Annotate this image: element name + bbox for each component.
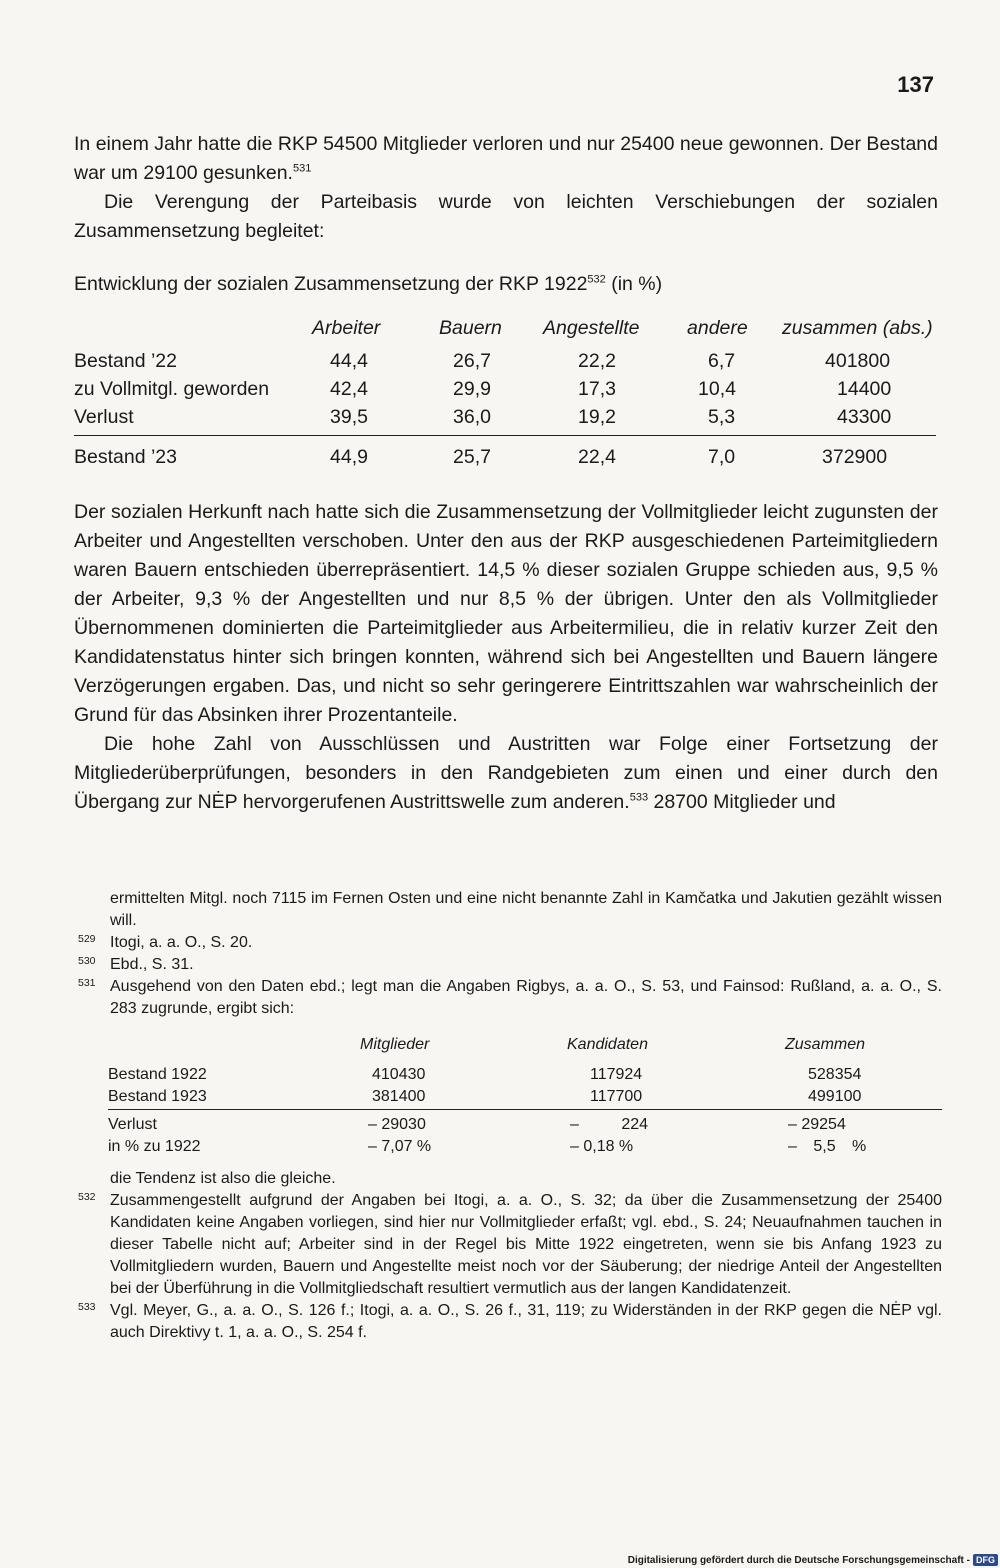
footnote-text: Ausgehend von den Daten ebd.; legt man die Angaben Rigbys, a. a. O., S. 53, und Fainsod: Rußland, a. a. O., S. 283 zugrunde, ergibt sich: (110, 978, 942, 1017)
row-label: in % zu 1922 (108, 1138, 201, 1155)
analysis-paragraph-1: Der sozialen Herkunft nach hatte sich die Zusammensetzung der Vollmitglieder leicht zugunsten der Arbeiter und Angestellten verschoben. Unter den aus der RKP ausgeschiedenen Parteimitgliedern waren Bauern entschieden überrepräsentiert. 14,5 % dieser sozialen Gruppe schieden aus, 9,5 % der Arbeiter, 9,3 % der Angestellten und nur 8,5 % der übrigen. Unter den als Vollmitglieder Übernommenen dominierten die Parteimitglieder aus Arbeitermilieu, die in relativ kurzer Zeit den Kandidatenstatus hinter sich bringen konnten, während sich bei Angestellten und Bauern längere Verzögerungen ergaben. Das, und nicht so sehr geringerere Eintrittszahlen war wahrscheinlich der Grund für das Absinken ihrer Prozentanteile. (74, 501, 938, 726)
cell-value: 17,3 (578, 378, 616, 400)
analysis-paragraph-2 (74, 730, 938, 817)
row-label: Bestand 1923 (108, 1088, 207, 1105)
row-label: Bestand ’22 (74, 350, 177, 372)
table-rule (108, 1109, 942, 1110)
table-title-text: Entwicklung der sozialen Zusammensetzung der RKP 1922 (74, 273, 588, 295)
col-header-arbeiter: Arbeiter (312, 317, 381, 339)
footnote-number: 533 (78, 1301, 96, 1313)
footnote-532 (78, 1190, 942, 1300)
row-label: Verlust (74, 406, 134, 428)
cell-value: 401800 (825, 350, 891, 372)
cell-value: 528354 (808, 1066, 862, 1083)
page-number: 137 (897, 72, 934, 97)
cell-value: 44,9 (330, 446, 368, 468)
col-header-angestellte: Angestellte (543, 317, 640, 339)
footnote-number: 532 (78, 1191, 96, 1203)
footnote-text: Vgl. Meyer, G., a. a. O., S. 126 f.; Itogi, a. a. O., S. 26 f., 31, 119; zu Widerständen in der RKP gegen die NĖP vgl. auch Direktivy t. 1, a. a. O., S. 254 f. (110, 1302, 942, 1341)
analysis-section (74, 498, 938, 817)
row-label: zu Vollmitgl. geworden (74, 378, 270, 400)
cell-value: 117924 (590, 1066, 643, 1083)
cell-value: 19,2 (578, 406, 616, 428)
cell-value: – 224 (570, 1116, 649, 1133)
cell-value: 381400 (372, 1088, 426, 1105)
row-label: Bestand 1922 (108, 1066, 207, 1083)
cell-value: 372900 (822, 446, 888, 468)
footnote-ref-531[interactable]: 531 (292, 162, 312, 175)
table-title-unit: (in %) (605, 273, 663, 295)
cell-value: – 7,07 % (368, 1138, 432, 1155)
table-rule (74, 435, 936, 436)
row-label: Verlust (108, 1116, 157, 1133)
intro-text: In einem Jahr hatte die RKP 54500 Mitglieder verloren und nur 25400 neue gewonnen. Der Bestand war um 29100 gesunken. (74, 133, 938, 184)
footnote-text: Zusammengestellt aufgrund der Angaben bei Itogi, a. a. O., S. 32; da über die Zusammensetzung der 25400 Kandidaten keine Angaben vorliegen, sind hier nur Vollmitglieder erfaßt; vgl. ebd., S. 24; Neuaufnahmen tauchen in dieser Tabelle nicht auf; Arbeiter sind in der Regel bis Mitte 1922 eingetreten, wenn sie bis Anfang 1923 zu Vollmitgliedern wurden, Bauern und Angestellte meist noch vor der Säuberung; der niedrige Anteil der Angestellten bei der Überführung in die Vollmitgliedschaft resultiert vermutlich aus der langen Kandidatenzeit. (110, 1192, 942, 1297)
footnote-text: Ebd., S. 31. (110, 956, 194, 973)
footnote-continuation: ermittelten Mitgl. noch 7115 im Fernen Osten und eine nicht benannte Zahl in Kamčatka und Jakutien gezählt wissen will. (110, 890, 942, 929)
table-title (74, 273, 662, 296)
digitization-footer (628, 1554, 998, 1566)
cell-value: – 5,5 % (788, 1138, 867, 1155)
cell-value: 26,7 (453, 350, 491, 372)
col-header-zusammen: Zusammen (785, 1036, 866, 1053)
cell-value: 6,7 (708, 350, 736, 372)
cell-value: 117700 (590, 1088, 643, 1105)
col-header-zusammen: zusammen (abs.) (782, 317, 933, 339)
cell-value: 43300 (837, 406, 892, 428)
intro-paragraph-1 (74, 130, 938, 188)
intro-section (74, 130, 938, 246)
footnote-529 (78, 932, 942, 954)
footnote-number: 530 (78, 955, 96, 967)
footnote-531-tail: die Tendenz ist also die gleiche. (110, 1170, 336, 1187)
cell-value: 29,9 (453, 378, 491, 400)
row-label: Bestand ’23 (74, 446, 177, 468)
footnote-533 (78, 1300, 942, 1344)
footnotes-bottom (78, 1168, 942, 1344)
cell-value: 25,7 (453, 446, 491, 468)
cell-value: 7,0 (708, 446, 736, 468)
footnote-ref-533[interactable]: 533 (629, 791, 649, 804)
cell-value: – 29254 (788, 1116, 846, 1133)
cell-value: 22,4 (578, 446, 616, 468)
dfg-logo-icon: DFG (973, 1554, 998, 1566)
analysis-text: Die hohe Zahl von Ausschlüssen und Austritten war Folge einer Fortsetzung der Mitgliederüberprüfungen, besonders in den Randgebieten zum einen und einer durch den Übergang zur NĖP hervorgerufenen Austrittswelle zum anderen. (74, 733, 938, 813)
footer-text: Digitalisierung gefördert durch die Deutsche Forschungsgemeinschaft - (627, 1554, 970, 1566)
cell-value: 5,3 (708, 406, 736, 428)
intro-paragraph-2: Die Verengung der Parteibasis wurde von leichten Verschiebungen der sozialen Zusammensetzung begleitet: (74, 191, 938, 242)
footnote-number: 531 (78, 977, 96, 989)
cell-value: 44,4 (330, 350, 368, 372)
cell-value: 22,2 (578, 350, 616, 372)
col-header-mitglieder: Mitglieder (360, 1036, 430, 1053)
cell-value: 14400 (837, 378, 892, 400)
footnote-ref-532[interactable]: 532 (587, 273, 606, 286)
analysis-text-tail: 28700 Mitglieder und (648, 791, 836, 813)
footnote-530 (78, 954, 942, 976)
col-header-andere: andere (687, 317, 748, 339)
cell-value: – 29030 (368, 1116, 426, 1133)
cell-value: 10,4 (698, 378, 736, 400)
cell-value: 499100 (808, 1088, 862, 1105)
cell-value: 36,0 (453, 406, 491, 428)
footnote-text: Itogi, a. a. O., S. 20. (110, 934, 253, 951)
cell-value: – 0,18 % (570, 1138, 634, 1155)
footnotes-top (78, 888, 942, 1020)
col-header-bauern: Bauern (439, 317, 502, 339)
footnote-number: 529 (78, 933, 96, 945)
col-header-kandidaten: Kandidaten (567, 1036, 648, 1053)
cell-value: 410430 (372, 1066, 426, 1083)
cell-value: 39,5 (330, 406, 368, 428)
cell-value: 42,4 (330, 378, 368, 400)
footnote-531 (78, 976, 942, 1020)
